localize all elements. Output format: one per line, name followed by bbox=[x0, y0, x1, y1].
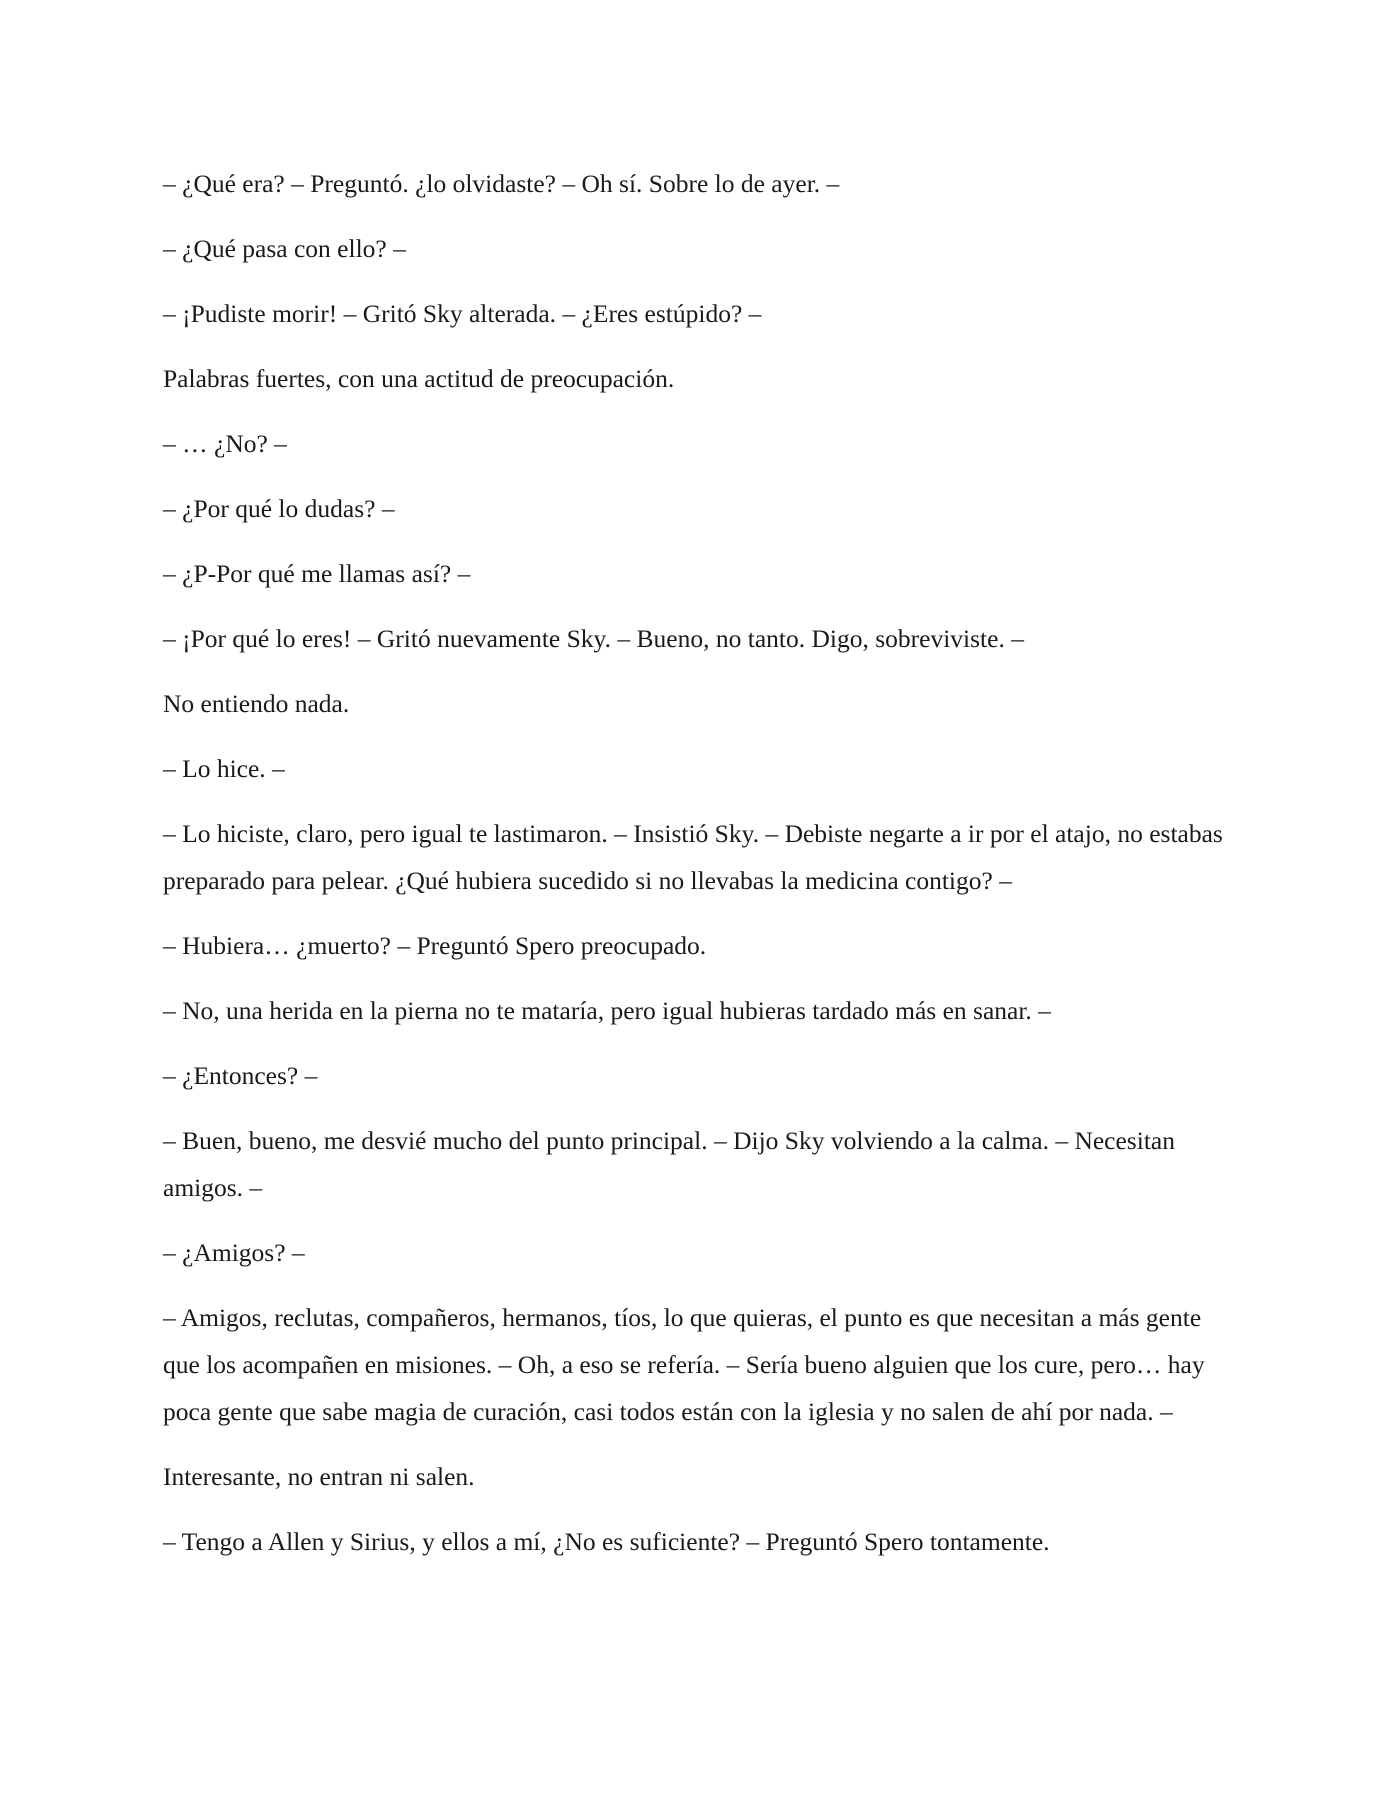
paragraph: – ¿Amigos? – bbox=[163, 1238, 305, 1267]
paragraph: Interesante, no entran ni salen. bbox=[163, 1462, 475, 1491]
paragraph: – … ¿No? – bbox=[163, 429, 287, 458]
paragraph: – Buen, bueno, me desvié mucho del punto principal. – Dijo Sky volviendo a la calma. – Necesitan amigos. – bbox=[163, 1126, 1175, 1202]
paragraph: No entiendo nada. bbox=[163, 689, 350, 718]
paragraph: – No, una herida en la pierna no te mataría, pero igual hubieras tardado más en sanar. – bbox=[163, 996, 1051, 1025]
paragraph: – ¿Por qué lo dudas? – bbox=[163, 494, 395, 523]
paragraph: – ¡Pudiste morir! – Gritó Sky alterada. – ¿Eres estúpido? – bbox=[163, 299, 762, 328]
paragraph: – Lo hiciste, claro, pero igual te lastimaron. – Insistió Sky. – Debiste negarte a ir por el atajo, no estabas preparado para pelear. ¿Qué hubiera sucedido si no llevabas la medicina contigo? – bbox=[163, 819, 1223, 895]
paragraph: – ¿Entonces? – bbox=[163, 1061, 318, 1090]
paragraph: – ¿Qué era? – Preguntó. ¿lo olvidaste? – Oh sí. Sobre lo de ayer. – bbox=[163, 169, 840, 198]
paragraph: – Lo hice. – bbox=[163, 754, 285, 783]
paragraph: – ¿P-Por qué me llamas así? – bbox=[163, 559, 471, 588]
paragraph: – Hubiera… ¿muerto? – Preguntó Spero preocupado. bbox=[163, 931, 707, 960]
paragraph: – ¡Por qué lo eres! – Gritó nuevamente Sky. – Bueno, no tanto. Digo, sobreviviste. – bbox=[163, 624, 1024, 653]
paragraph: – ¿Qué pasa con ello? – bbox=[163, 234, 406, 263]
paragraph: – Amigos, reclutas, compañeros, hermanos, tíos, lo que quieras, el punto es que necesitan a más gente que los acompañen en misiones. – Oh, a eso se refería. – Sería bueno alguien que los cure, pero… hay poca gente que sabe magia de curación, casi todos están con la iglesia y no salen de ahí por nada. – bbox=[163, 1303, 1205, 1426]
paragraph: – Tengo a Allen y Sirius, y ellos a mí, ¿No es suficiente? – Preguntó Spero tontamente. bbox=[163, 1527, 1050, 1556]
paragraph: Palabras fuertes, con una actitud de preocupación. bbox=[163, 364, 675, 393]
document-body bbox=[163, 160, 1243, 1583]
